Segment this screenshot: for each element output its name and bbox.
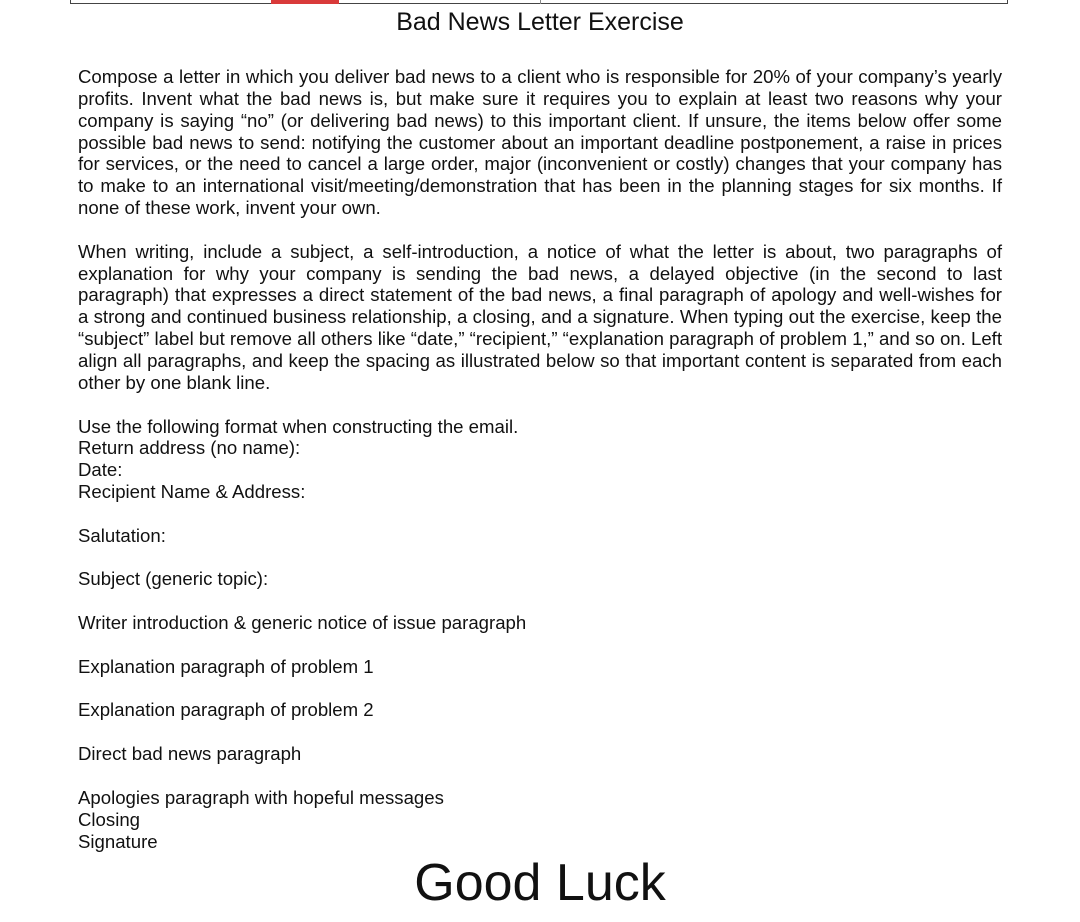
top-divider xyxy=(540,0,541,4)
blank-line xyxy=(78,765,1002,787)
format-return-address: Return address (no name): xyxy=(78,437,301,459)
good-luck-footer: Good Luck xyxy=(414,854,666,912)
format-introduction: Writer introduction & generic notice of issue paragraph xyxy=(78,612,527,634)
format-problem-2: Explanation paragraph of problem 2 xyxy=(78,699,374,721)
blank-line xyxy=(78,590,1002,612)
instructions-paragraph-2: When writing, include a subject, a self-introduction, a notice of what the letter is about, two paragraphs of explanation for why your company is sending the bad news, a delayed objective (in the second to last paragraph) that expresses a direct statement of the bad news, a final paragraph of apology and well-wishes for a strong and continued business relationship, a closing, and a signature. When typing out the exercise, keep the “subject” label but remove all others like “date,” “recipient,” “explanation paragraph of problem 1,” and so on. Left align all paragraphs, and keep the spacing as illustrated below so that important content is separated from each other by one blank line. xyxy=(78,240,1002,393)
format-date: Date: xyxy=(78,459,123,481)
format-direct-bad-news: Direct bad news paragraph xyxy=(78,743,302,765)
format-intro: Use the following format when constructing the email. xyxy=(78,415,519,437)
blank-line xyxy=(78,503,1002,525)
blank-line xyxy=(78,219,1002,241)
format-salutation: Salutation: xyxy=(78,524,166,546)
top-frame-strip xyxy=(70,0,1008,4)
blank-line xyxy=(78,721,1002,743)
format-problem-1: Explanation paragraph of problem 1 xyxy=(78,655,374,677)
format-signature: Signature xyxy=(78,830,158,852)
instructions-paragraph-1: Compose a letter in which you deliver bad news to a client who is responsible for 20% of your company’s yearly profits. Invent what the bad news is, but make sure it requires you to explain at least two reasons why your company is saying “no” (or delivering bad news) to this important client. If unsure, the items below offer some possible bad news to send: notifying the customer about an important deadline postponement, a raise in prices for services, or the need to cancel a large order, major (inconvenient or costly) changes that your company has to make to an international visit/meeting/demonstration that has been in the planning stages for six months. If none of these work, invent your own. xyxy=(78,66,1002,219)
format-apologies: Apologies paragraph with hopeful messages xyxy=(78,786,444,808)
blank-line xyxy=(78,394,1002,416)
blank-line xyxy=(78,547,1002,569)
format-recipient: Recipient Name & Address: xyxy=(78,481,306,503)
format-subject: Subject (generic topic): xyxy=(78,568,269,590)
document-body xyxy=(78,66,1002,852)
top-accent-bar xyxy=(271,0,339,4)
format-closing: Closing xyxy=(78,808,141,830)
blank-line xyxy=(78,634,1002,656)
document-title: Bad News Letter Exercise xyxy=(396,8,684,36)
blank-line xyxy=(78,678,1002,700)
